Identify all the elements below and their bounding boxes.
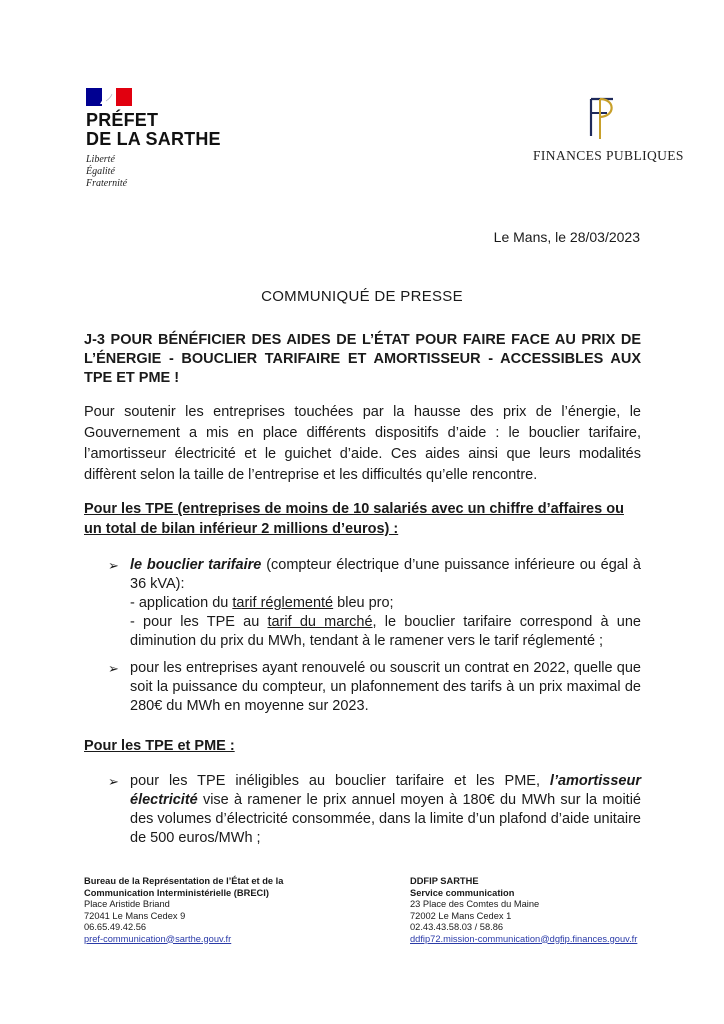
tarif-reglemente-link[interactable]: tarif réglementé [232, 595, 334, 611]
republic-motto [86, 154, 127, 190]
plafonnement-item: pour les entreprises ayant renouvelé ou souscrit un contrat en 2022, quelle que soit la puissance du compteur, un plafonnement des tarifs à un prix maximal de 280€ du MWh en moyenne sur 2023. [130, 660, 641, 714]
finances-publiques-label: FINANCES PUBLIQUES [533, 148, 684, 163]
motto-egalite: Égalité [86, 166, 115, 177]
bouclier-tarifaire-item [130, 556, 641, 651]
footer-right-line1: DDFIP SARTHE [410, 876, 479, 886]
footer-left-line2: Communication Interministérielle (BRECI) [84, 887, 269, 898]
footer-right-email-link[interactable]: ddfip72.mission-communication@dgfip.finances.gouv.fr [410, 933, 638, 944]
footer-left-line4: 72041 Le Mans Cedex 9 [84, 910, 186, 921]
section-title: COMMUNIQUÉ DE PRESSE [261, 288, 463, 305]
prefet-line2: DE LA SARTHE [86, 129, 221, 149]
finances-publiques-logo [583, 96, 621, 140]
document-date: Le Mans, le 28/03/2023 [493, 229, 640, 245]
bouclier-line2-post: bleu pro; [333, 595, 394, 611]
bullet-arrow-icon: ➢ [108, 558, 119, 573]
footer-left-line1: Bureau de la Représentation de l’État et de la [84, 876, 284, 886]
footer-ddfip-contact [410, 876, 670, 945]
press-release-headline: J-3 POUR BÉNÉFICIER DES AIDES DE L’ÉTAT POUR FAIRE FACE AU PRIX DE L’ÉNERGIE - BOUCLIER TARIFAIRE ET AMORTISSEUR - ACCESSIBLES AUX TPE ET PME ! [84, 332, 641, 386]
tarif-marche-link[interactable]: tarif du marché [267, 614, 373, 630]
bouclier-desc: (compteur électrique d’une puissance inférieure ou égal à 36 kVA): [130, 557, 641, 592]
footer-right-line4: 72002 Le Mans Cedex 1 [410, 910, 512, 921]
bouclier-line3-pre: - pour les TPE au [130, 614, 268, 630]
footer-left-email-link[interactable]: pref-communication@sarthe.gouv.fr [84, 933, 232, 944]
footer-right-line3: 23 Place des Comtes du Maine [410, 899, 540, 909]
bouclier-term: le bouclier tarifaire [130, 557, 262, 573]
footer-right-line2: Service communication [410, 887, 515, 898]
intro-paragraph: Pour soutenir les entreprises touchées par la hausse des prix de l’énergie, le Gouvernement a mis en place différents dispositifs d’aide : le bouclier tarifaire, l’amortisseur électricité et le guichet d’aide. Ces aides ainsi que leurs modalités diffèrent selon la taille de l’entreprise et les difficultés qu’elle rencontre. [84, 404, 641, 483]
motto-fraternite: Fraternité [86, 178, 128, 189]
footer-left-line3: Place Aristide Briand [84, 899, 170, 909]
tpe-section-heading: Pour les TPE (entreprises de moins de 10 salariés avec un chiffre d’affaires ou un total de bilan inférieur 2 millions d’euros) : [84, 501, 624, 537]
amortisseur-item [130, 772, 641, 848]
prefet-line1: PRÉFET [86, 110, 159, 130]
bullet-arrow-icon: ➢ [108, 661, 119, 676]
footer-right-phone: 02.43.43.58.03 / 58.86 [410, 922, 504, 932]
amortisseur-post: vise à ramener le prix annuel moyen à 180€ du MWh sur la moitié des volumes d’électricité consommée, dans la limite d’un plafond d’aide unitaire de 500 euros/MWh ; [130, 792, 641, 846]
prefet-title [86, 111, 221, 149]
bouclier-line3-post: , le bouclier tarifaire correspond à une diminution du prix du MWh, tendant à le ramener vers le tarif réglementé ; [130, 614, 641, 649]
footer-left-phone: 06.65.49.42.56 [84, 922, 147, 932]
motto-liberte: Liberté [86, 154, 115, 165]
amortisseur-term: l’amortisseur électricité [130, 773, 641, 808]
marianne-logo [86, 88, 132, 106]
bouclier-line2-pre: - application du [130, 595, 233, 611]
amortisseur-pre: pour les TPE inéligibles au bouclier tarifaire et les PME, [130, 773, 550, 789]
footer-prefecture-contact [84, 876, 324, 945]
bullet-arrow-icon: ➢ [108, 774, 119, 789]
pme-section-heading: Pour les TPE et PME : [84, 738, 235, 754]
